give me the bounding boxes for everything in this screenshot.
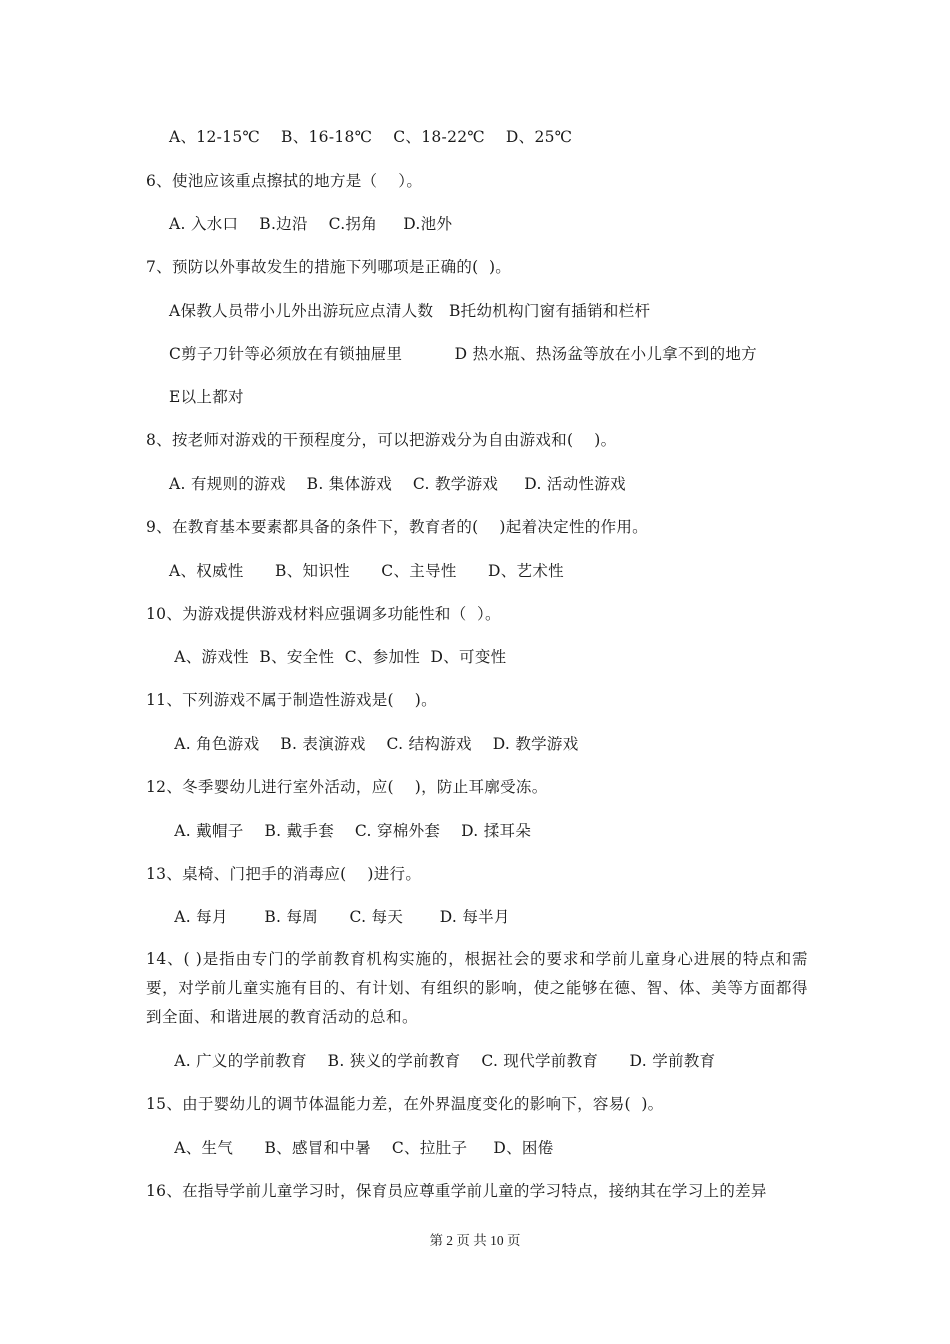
q5-options: A、12-15℃ B、16-18℃ C、18-22℃ D、25℃ (169, 128, 573, 146)
q7-option-e: E以上都对 (169, 388, 244, 406)
q14-options: A. 广义的学前教育 B. 狭义的学前教育 C. 现代学前教育 D. 学前教育 (169, 1052, 716, 1070)
q8-stem: 8、按老师对游戏的干预程度分，可以把游戏分为自由游戏和( )。 (146, 431, 617, 449)
q11-options: A. 角色游戏 B. 表演游戏 C. 结构游戏 D. 教学游戏 (169, 735, 579, 753)
q10-options: A、游戏性 B、安全性 C、参加性 D、可变性 (169, 648, 507, 666)
q9-options: A、权威性 B、知识性 C、主导性 D、艺术性 (169, 562, 564, 580)
q7-stem: 7、预防以外事故发生的措施下列哪项是正确的( )。 (146, 258, 512, 276)
q12-options: A. 戴帽子 B. 戴手套 C. 穿棉外套 D. 揉耳朵 (169, 822, 532, 840)
q11-stem: 11、下列游戏不属于制造性游戏是( )。 (146, 691, 437, 709)
q8-options: A. 有规则的游戏 B. 集体游戏 C. 教学游戏 D. 活动性游戏 (169, 475, 626, 493)
page-footer: 第 2 页 共 10 页 (429, 1233, 521, 1248)
q6-options: A. 入水口 B.边沿 C.拐角 D.池外 (169, 215, 453, 233)
q14-stem: 14、( )是指由专门的学前教育机构实施的，根据社会的要求和学前儿童身心进展的特点和需要，对学前儿童实施有目的、有计划、有组织的影响，使之能够在德、智、体、美等方面都得到全面、和谐进展的教育活动的总和。 (146, 950, 808, 1026)
q13-stem: 13、桌椅、门把手的消毒应( )进行。 (146, 865, 422, 883)
q15-options: A、生气 B、感冒和中暑 C、拉肚子 D、困倦 (169, 1139, 554, 1157)
q15-stem: 15、由于婴幼儿的调节体温能力差，在外界温度变化的影响下，容易( )。 (146, 1095, 664, 1113)
q7-options-cd: C剪子刀针等必须放在有锁抽屉里 D 热水瓶、热汤盆等放在小儿拿不到的地方 (169, 345, 757, 363)
q16-stem: 16、在指导学前儿童学习时，保育员应尊重学前儿童的学习特点，接纳其在学习上的差异 (146, 1182, 767, 1200)
q7-options-ab: A保教人员带小儿外出游玩应点清人数 B托幼机构门窗有插销和栏杆 (169, 302, 651, 320)
q13-options: A. 每月 B. 每周 C. 每天 D. 每半月 (169, 908, 510, 926)
q10-stem: 10、为游戏提供游戏材料应强调多功能性和（ ）。 (146, 605, 501, 623)
q9-stem: 9、在教育基本要素都具备的条件下，教育者的( )起着决定性的作用。 (146, 518, 648, 536)
q6-stem: 6、使池应该重点擦拭的地方是（ ）。 (146, 172, 423, 190)
q12-stem: 12、冬季婴幼儿进行室外活动，应( )，防止耳廓受冻。 (146, 778, 548, 796)
